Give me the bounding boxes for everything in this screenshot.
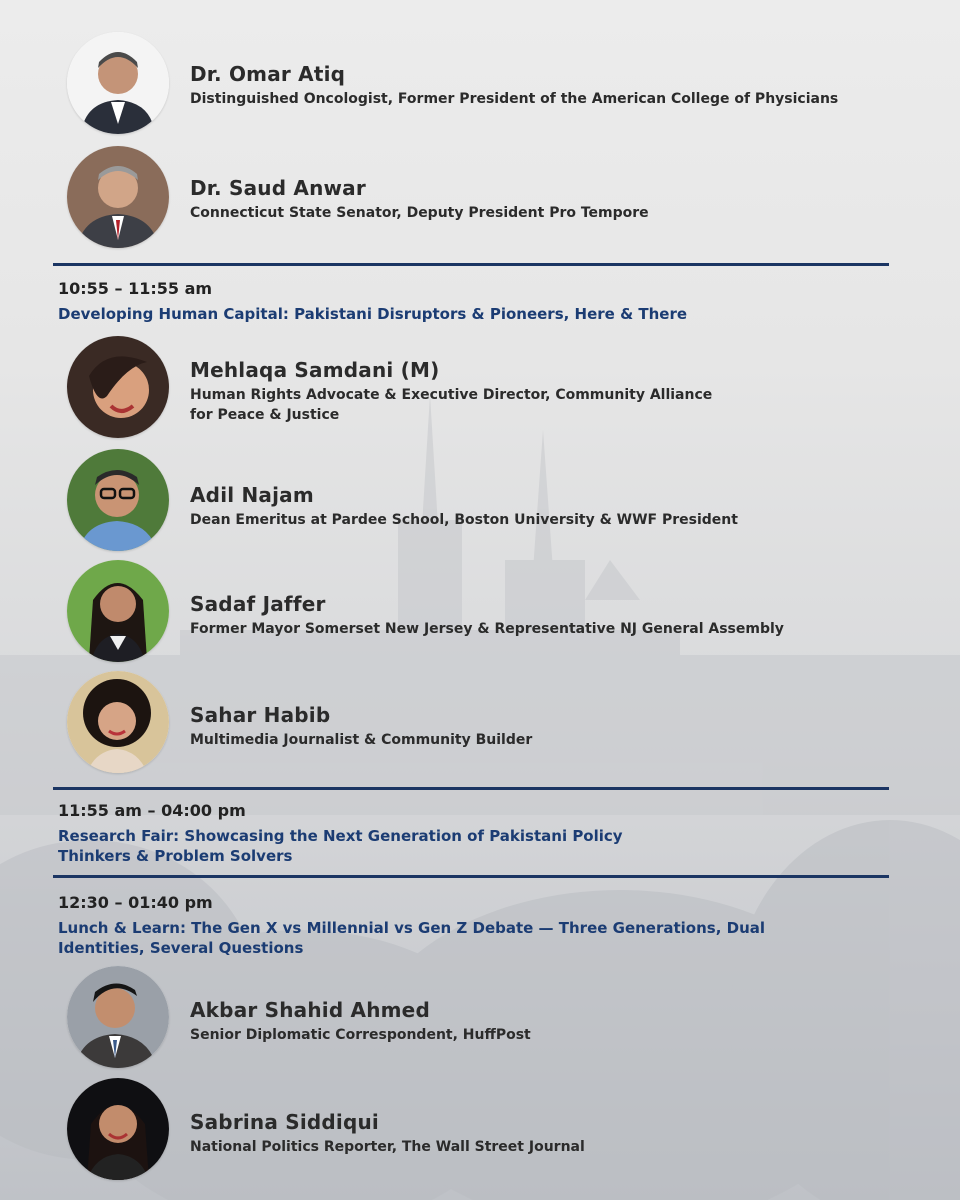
session-title: Research Fair: Showcasing the Next Generation of Pakistani Policy Thinkers & Problem Solvers (58, 827, 623, 865)
speaker-name: Dr. Omar Atiq (190, 62, 346, 86)
speaker-role: Senior Diplomatic Correspondent, HuffPost (190, 1027, 531, 1043)
session-time: 12:30 – 01:40 pm (58, 893, 213, 912)
speaker-photo (67, 449, 169, 551)
section-divider (53, 875, 889, 878)
session-title: Lunch & Learn: The Gen X vs Millennial vs Gen Z Debate — Three Generations, Dual Identities, Several Questions (58, 919, 766, 957)
section-divider (53, 263, 889, 266)
speaker-sadaf-jaffer (67, 560, 927, 664)
speaker-sahar-habib (67, 671, 927, 775)
speaker-name: Sahar Habib (190, 703, 331, 727)
speaker-role: Former Mayor Somerset New Jersey & Representative NJ General Assembly (190, 621, 784, 637)
speaker-photo (67, 560, 169, 662)
speaker-photo (67, 1078, 169, 1180)
speaker-role: Distinguished Oncologist, Former President of the American College of Physicians (190, 91, 839, 107)
speaker-name: Adil Najam (190, 483, 314, 507)
speaker-photo (67, 336, 169, 438)
speaker-omar-atiq (67, 32, 927, 136)
speaker-sabrina-siddiqui (67, 1078, 927, 1182)
speaker-role: Connecticut State Senator, Deputy President Pro Tempore (190, 205, 649, 221)
session-time: 11:55 am – 04:00 pm (58, 801, 246, 820)
speaker-photo (67, 671, 169, 773)
speaker-role: National Politics Reporter, The Wall Street Journal (190, 1139, 585, 1155)
speaker-photo (67, 146, 169, 248)
speaker-akbar-shahid-ahmed (67, 966, 927, 1070)
session-title: Developing Human Capital: Pakistani Disruptors & Pioneers, Here & There (58, 305, 688, 323)
speaker-photo (67, 32, 169, 134)
speaker-name: Sadaf Jaffer (190, 592, 326, 616)
speaker-adil-najam (67, 449, 927, 553)
session-time: 10:55 – 11:55 am (58, 279, 213, 298)
speaker-role: Human Rights Advocate & Executive Director, Community Alliance for Peace & Justice (190, 387, 713, 423)
speaker-role: Multimedia Journalist & Community Builder (190, 732, 533, 748)
speaker-name: Dr. Saud Anwar (190, 176, 366, 200)
speaker-name: Mehlaqa Samdani (M) (190, 358, 440, 382)
speaker-saud-anwar (67, 146, 927, 250)
speaker-role: Dean Emeritus at Pardee School, Boston University & WWF President (190, 512, 738, 528)
speaker-name: Akbar Shahid Ahmed (190, 998, 430, 1022)
speaker-photo (67, 966, 169, 1068)
section-divider (53, 787, 889, 790)
speaker-mehlaqa-samdani (67, 336, 927, 440)
speaker-name: Sabrina Siddiqui (190, 1110, 379, 1134)
